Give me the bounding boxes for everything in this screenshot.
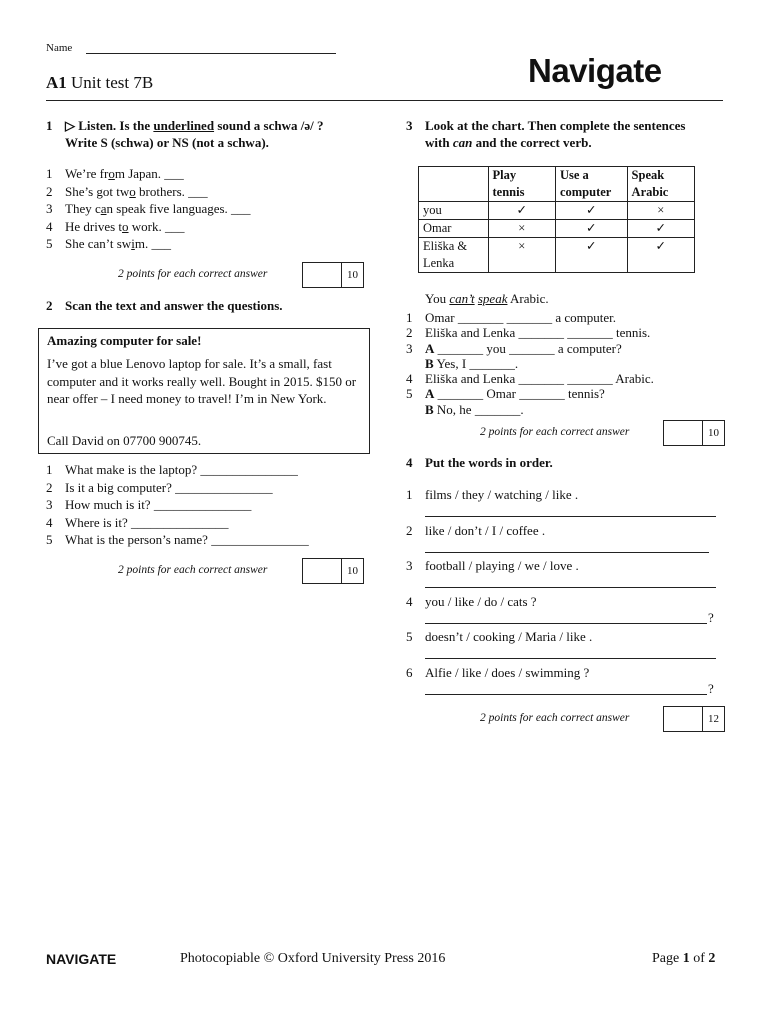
q4-answer-line[interactable] (425, 586, 716, 588)
q2-heading (46, 297, 376, 315)
list-item: 3 They can speak five languages. ___ (46, 201, 251, 217)
q1-item-text[interactable]: They can speak five languages. ___ (65, 201, 251, 217)
q4-answer-line[interactable] (425, 551, 709, 553)
chart-corner (419, 167, 489, 202)
q4-title: Put the words in order. (425, 455, 553, 470)
q4-words: football / playing / we / love . (425, 558, 579, 573)
chart-cell: × (488, 238, 555, 273)
q2-question[interactable]: How much is it? _______________ (65, 497, 252, 513)
q2-title: Scan the text and answer the questions. (65, 298, 283, 313)
list-item: 1 We’re from Japan. ___ (46, 166, 184, 181)
q4-answer-line[interactable] (425, 515, 716, 517)
q4-score-text: 2 points for each correct answer (480, 712, 630, 724)
list-item: 1 films / they / watching / like . (406, 486, 726, 522)
chart-cell: × (627, 202, 694, 220)
page-pre: Page (652, 951, 683, 966)
q4-score-box (663, 706, 725, 732)
chart-cell: ✓ (555, 238, 627, 273)
q3-example (425, 291, 549, 307)
q3-example-cant: can’t (449, 291, 475, 306)
table-row (419, 220, 695, 238)
chart-row-name: Eliška & Lenka (419, 238, 489, 273)
q3-title-post: and the correct verb. (475, 135, 592, 150)
advert-box (38, 328, 370, 454)
chart-cell: ✓ (627, 238, 694, 273)
q1-number: 1 (46, 118, 53, 133)
q2-question[interactable]: Is it a big computer? _______________ (65, 479, 273, 495)
list-item: 5 doesn’t / cooking / Maria / like . (406, 628, 726, 664)
q3-sentence[interactable]: A _______ Omar _______ tennis? (425, 386, 605, 402)
q1-title-underlined: underlined (153, 118, 215, 133)
list-item: 2 She’s got two brothers. ___ (46, 183, 208, 199)
list-item: 2 like / don’t / I / coffee . (406, 522, 726, 558)
q4-words: doesn’t / cooking / Maria / like . (425, 629, 593, 644)
list-item: 2 Eliška and Lenka _______ _______ tennis. (406, 325, 651, 341)
list-item: 5 A _______ Omar _______ tennis? (406, 386, 605, 402)
q1-title-line2: Write S (schwa) or NS (not a schwa). (65, 135, 269, 150)
q4-answer-line[interactable] (425, 622, 707, 624)
list-item: 5 She can’t swim. ___ (46, 236, 171, 252)
q3-sentence[interactable]: Eliška and Lenka _______ _______ tennis. (425, 325, 651, 341)
q1-title-start: ▷ Listen. Is the (65, 118, 151, 133)
q3-title-line1: Look at the chart. Then complete the sentences (425, 118, 686, 133)
q3-items (406, 310, 726, 417)
list-item (406, 402, 726, 417)
q3-example-pre: You (425, 291, 447, 306)
q3-score-box (663, 420, 725, 446)
q3-sentence[interactable]: B Yes, I _______. (425, 355, 519, 371)
q1-score-text: 2 points for each correct answer (118, 268, 268, 280)
advert-title: Amazing computer for sale! (47, 333, 202, 348)
q1-score-box (302, 262, 364, 288)
q4-words: Alfie / like / does / swimming ? (425, 664, 590, 680)
q3-number: 3 (406, 118, 413, 133)
list-item: 5 What is the person’s name? _______________ (46, 532, 309, 548)
q2-score-max: 10 (347, 565, 358, 577)
q4-answer-line[interactable] (425, 657, 716, 659)
list-item (406, 356, 726, 371)
q4-score-input[interactable] (664, 707, 703, 731)
q2-score-input[interactable] (303, 559, 342, 583)
q3-score-input[interactable] (664, 421, 703, 445)
ability-chart (418, 166, 695, 273)
q2-question[interactable]: What is the person’s name? _______________ (65, 532, 309, 548)
q1-item-text[interactable]: He drives to work. ___ (65, 218, 185, 234)
q3-score-text: 2 points for each correct answer (480, 426, 630, 438)
q4-heading (406, 454, 726, 472)
unit-title (46, 73, 153, 93)
unit-label: Unit test 7B (71, 73, 154, 92)
page-current: 1 (682, 951, 690, 966)
q3-example-post: Arabic. (510, 291, 549, 306)
chart-cell: ✓ (555, 220, 627, 238)
chart-row-name: you (419, 202, 489, 220)
q3-sentence[interactable]: Eliška and Lenka _______ _______ Arabic. (425, 371, 654, 387)
chart-cell: ✓ (627, 220, 694, 238)
q2-score-text: 2 points for each correct answer (118, 564, 268, 576)
q3-title (425, 117, 685, 151)
level-label: A1 (46, 73, 67, 92)
q1-item-text[interactable]: We’re from Japan. ___ (65, 166, 184, 181)
q3-example-speak: speak (477, 291, 508, 306)
q1-title-end: sound a schwa /ə/ ? (217, 118, 324, 133)
list-item: 3 A _______ you _______ a computer? (406, 340, 622, 356)
page-of: of (689, 951, 709, 966)
q4-items (406, 486, 726, 699)
q3-title-pre: with (425, 135, 450, 150)
name-field[interactable] (46, 42, 336, 54)
chart-header-computer: Use a computer (555, 167, 627, 202)
brand-logo: Navigate (528, 52, 662, 89)
advert-body: I’ve got a blue Lenovo laptop for sale. It’s a small, fast computer and it works really well. Bought in 2015. $150 or near offer – I need money to travel! I’m in New York. (47, 356, 357, 407)
chart-cell: ✓ (555, 202, 627, 220)
list-item: 4 you / like / do / cats ? ? (406, 593, 714, 625)
header-rule (46, 100, 723, 101)
q1-items (46, 165, 366, 253)
table-row (419, 238, 695, 273)
q1-score-max: 10 (347, 269, 358, 281)
chart-header-tennis: Play tennis (488, 167, 555, 202)
q1-item-text[interactable]: She’s got two brothers. ___ (65, 183, 208, 199)
question-mark: ? (708, 680, 714, 696)
q3-heading (406, 117, 726, 153)
q1-heading (46, 117, 376, 153)
list-item: 3 How much is it? _______________ (46, 497, 252, 513)
q2-score-box (302, 558, 364, 584)
q4-answer-line[interactable] (425, 693, 707, 695)
q4-number: 4 (406, 455, 413, 470)
q4-words: like / don’t / I / coffee . (425, 522, 546, 538)
q4-words: you / like / do / cats ? (425, 593, 537, 609)
chart-header-arabic: Speak Arabic (627, 167, 694, 202)
list-item: 3 football / playing / we / love . (406, 557, 726, 593)
q3-score-max: 10 (708, 427, 719, 439)
footer-brand: NAVIGATE (46, 951, 117, 967)
q3-title-can: can (452, 135, 473, 150)
q3-sentence[interactable]: Omar _______ _______ a computer. (425, 310, 616, 325)
q4-score-max: 12 (708, 713, 719, 725)
name-line[interactable] (86, 42, 336, 54)
chart-cell: ✓ (488, 202, 555, 220)
list-item: 6 Alfie / like / does / swimming ? ? (406, 664, 714, 696)
list-item: 1 Omar _______ _______ a computer. (406, 310, 616, 325)
q2-number: 2 (46, 298, 53, 313)
chart-row-name: Omar (419, 220, 489, 238)
q1-item-text[interactable]: She can’t swim. ___ (65, 236, 171, 252)
q3-sentence[interactable]: A _______ you _______ a computer? (425, 340, 622, 356)
advert-call: Call David on 07700 900745. (47, 433, 202, 448)
footer-copyright: Photocopiable © Oxford University Press 2016 (180, 951, 446, 966)
q1-score-input[interactable] (303, 263, 342, 287)
chart-header-row (419, 167, 695, 202)
table-row (419, 202, 695, 220)
page-total: 2 (708, 951, 716, 966)
q3-sentence[interactable]: B No, he _______. (425, 401, 524, 417)
q2-question[interactable]: Where is it? _______________ (65, 514, 229, 530)
list-item: 4 Eliška and Lenka _______ _______ Arabic. (406, 371, 654, 387)
list-item: 2 Is it a big computer? _______________ (46, 479, 273, 495)
q1-title (65, 117, 324, 151)
page-number (652, 951, 715, 967)
q2-items (46, 461, 366, 549)
name-label: Name (46, 42, 73, 54)
question-mark: ? (708, 609, 714, 625)
list-item: 1 What make is the laptop? _______________ (46, 462, 298, 477)
list-item: 4 Where is it? _______________ (46, 514, 229, 530)
list-item: 4 He drives to work. ___ (46, 218, 185, 234)
q2-question[interactable]: What make is the laptop? _______________ (65, 462, 298, 477)
q4-words: films / they / watching / like . (425, 487, 579, 502)
chart-cell: × (488, 220, 555, 238)
